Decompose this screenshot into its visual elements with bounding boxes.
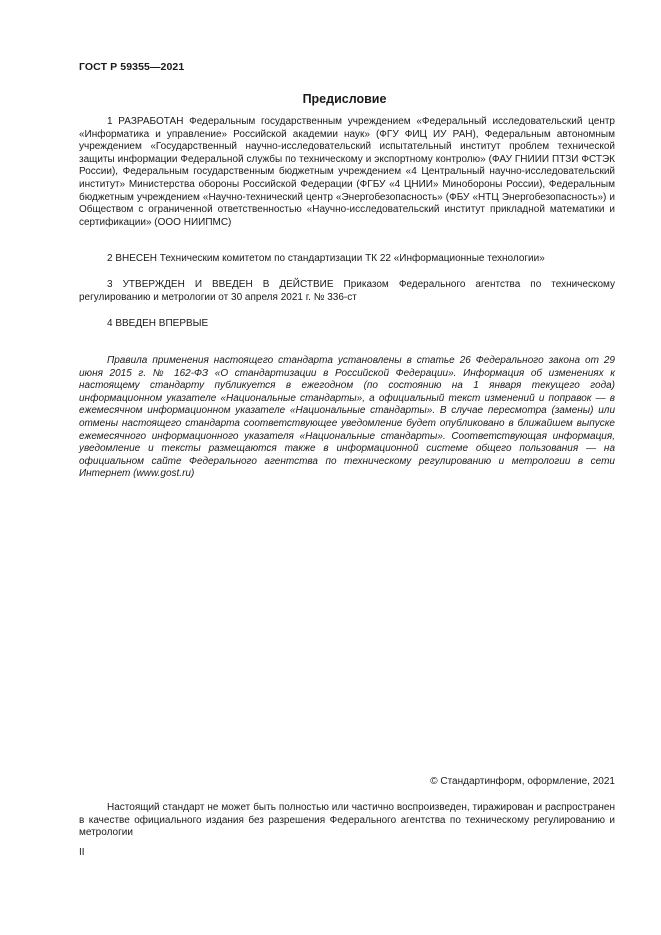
usage-notice: Правила применения настоящего стандарта установлены в статье 26 Федерального закона от 29 июня 2015 г. № 162-ФЗ «О стандартизации в Российской Федерации». Информация об изменениях к настоящему стандарту публикуется в ежегодном (по состоянию на 1 января текущего года) информационном указателе «Национальные стандарты», а официальный текст изменений и поправок — в ежемесячном информационном указателе «Национальные стандарты». В случае пересмотра (замены) или отмены настоящего стандарта соответствующее уведомление будет опубликовано в ближайшем выпуске ежемесячного информационного указателя «Национальные стандарты». Соответствующая информация, уведомление и тексты размещаются также в информационной системе общего пользования — на официальном сайте Федерального агентства по техническому регулированию и метрологии в сети Интернет (www.gost.ru) <box>79 355 615 480</box>
page-number: II <box>79 847 85 858</box>
paragraph-submitted <box>79 253 615 266</box>
paragraph-submitted-text: 2 ВНЕСЕН Техническим комитетом по стандартизации ТК 22 «Информационные технологии» <box>107 253 545 264</box>
standard-code: ГОСТ Р 59355—2021 <box>79 61 185 73</box>
paragraph-developed <box>79 116 615 229</box>
paragraph-approved-text: 3 УТВЕРЖДЕН И ВВЕДЕН В ДЕЙСТВИЕ Приказом Федерального агентства по техническому регулированию и метрологии от 30 апреля 2021 г. № 336-ст <box>79 279 615 303</box>
rights-notice: Настоящий стандарт не может быть полностью или частично воспроизведен, тиражирован и распространен в качестве официального издания без разрешения Федерального агентства по техническому регулированию и метрологии <box>79 802 615 839</box>
paragraph-approved <box>79 279 615 304</box>
paragraph-introduced-text: 4 ВВЕДЕН ВПЕРВЫЕ <box>107 318 209 329</box>
paragraph-developed-text: 1 РАЗРАБОТАН Федеральным государственным учреждением «Федеральный исследовательский центр «Информатика и управление» Российской академии наук» (ФГУ ФИЦ ИУ РАН), Федеральным автономным учреждением «Государственный научно-исследовательский испытательный институт проблем технической защиты информации Федеральной службы по техническому и экспортному контролю» (ФАУ ГНИИИ ПТЗИ ФСТЭК России), Федеральным государственным бюджетным учреждением «4 Центральный научно-исследовательский институт» Министерства обороны Российской Федерации (ФГБУ «4 ЦНИИ» Минобороны России), Федеральным бюджетным учреждением «Научно-технический центр «Энергобезопасность» (ФБУ «НТЦ Энергобезопасность») и Обществом с ограниченной ответственностью «Научно-исследовательский институт прикладной математики и сертификации» (ООО НИИПМС) <box>79 116 615 228</box>
paragraph-introduced <box>79 318 615 331</box>
copyright-line: © Стандартинформ, оформление, 2021 <box>430 776 615 787</box>
page-title: Предисловие <box>302 92 387 106</box>
